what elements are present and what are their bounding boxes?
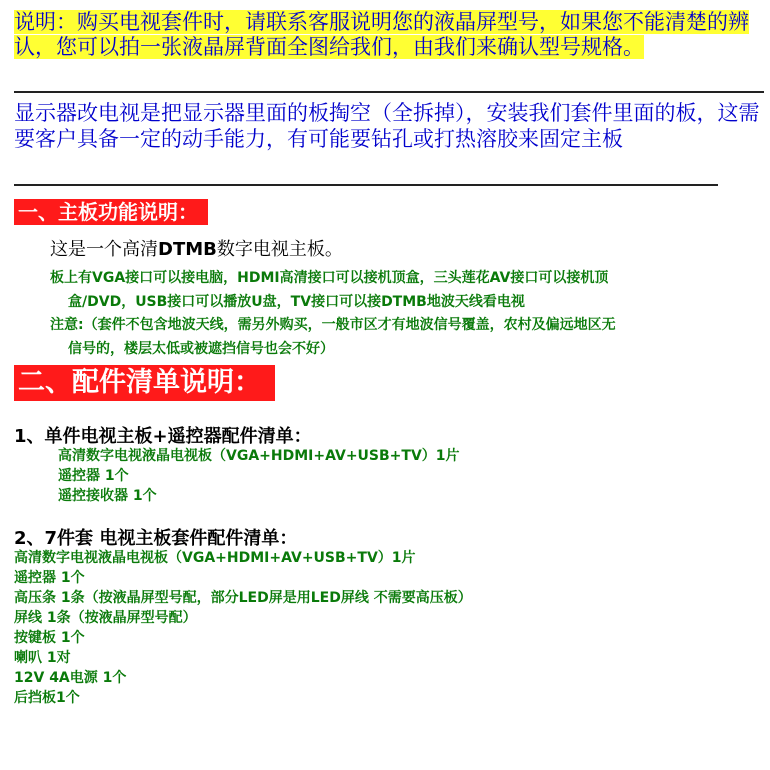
board-description-suffix: 数字电视主板。 [216,239,343,260]
section1-title: 一、主板功能说明： [14,199,208,225]
note-paragraph [50,313,750,361]
list2-heading: 2、7件套 电视主板套件配件清单： [14,528,298,549]
divider-bottom [14,184,718,186]
list1-heading: 1、单件电视主板+遥控器配件清单： [14,426,312,447]
features-line-1: 板上有VGA接口可以接电脑，HDMI高清接口可以接机顶盒，三头莲花AV接口可以接机顶 [50,270,609,286]
board-description-dtmb: DTMB [158,239,217,260]
list-item: 按键板 1个 [14,630,85,646]
list-item: 遥控器 1个 [58,468,129,484]
note-line-1: 注意:（套件不包含地波天线，需另外购买，一般市区才有地波信号覆盖，农村及偏远地区无 [50,317,616,333]
features-paragraph [50,266,750,314]
list-item: 屏线 1条（按液晶屏型号配） [14,610,197,626]
board-description-prefix: 这是一个高清 [50,239,158,260]
list-item: 喇叭 1对 [14,650,71,666]
list2 [14,548,472,708]
list-item: 遥控接收器 1个 [58,488,157,504]
notice-text: 说明：购买电视套件时，请联系客服说明您的液晶屏型号，如果您不能清楚的辨认，您可以拍一张液晶屏背面全图给我们，由我们来确认型号规格。 [14,10,749,59]
list-item: 高清数字电视液晶电视板（VGA+HDMI+AV+USB+TV）1片 [14,550,416,566]
divider-top [14,91,764,93]
note-line-2: 信号的，楼层太低或被遮挡信号也会不好） [68,341,334,357]
list1 [58,446,460,506]
notice-paragraph [14,10,758,60]
list-item: 12V 4A电源 1个 [14,670,127,686]
section2-title: 二、配件清单说明： [14,365,275,401]
intro-paragraph: 显示器改电视是把显示器里面的板掏空（全拆掉），安装我们套件里面的板，这需要客户具备一定的动手能力，有可能要钻孔或打热溶胶来固定主板 [14,101,760,151]
list-item: 遥控器 1个 [14,570,85,586]
list-item: 高清数字电视液晶电视板（VGA+HDMI+AV+USB+TV）1片 [58,448,460,464]
list-item: 后挡板1个 [14,690,80,706]
features-line-2: 盒/DVD，USB接口可以播放U盘，TV接口可以接DTMB地波天线看电视 [68,294,525,310]
list-item: 高压条 1条（按液晶屏型号配，部分LED屏是用LED屏线 不需要高压板） [14,590,472,606]
board-description [50,235,343,261]
